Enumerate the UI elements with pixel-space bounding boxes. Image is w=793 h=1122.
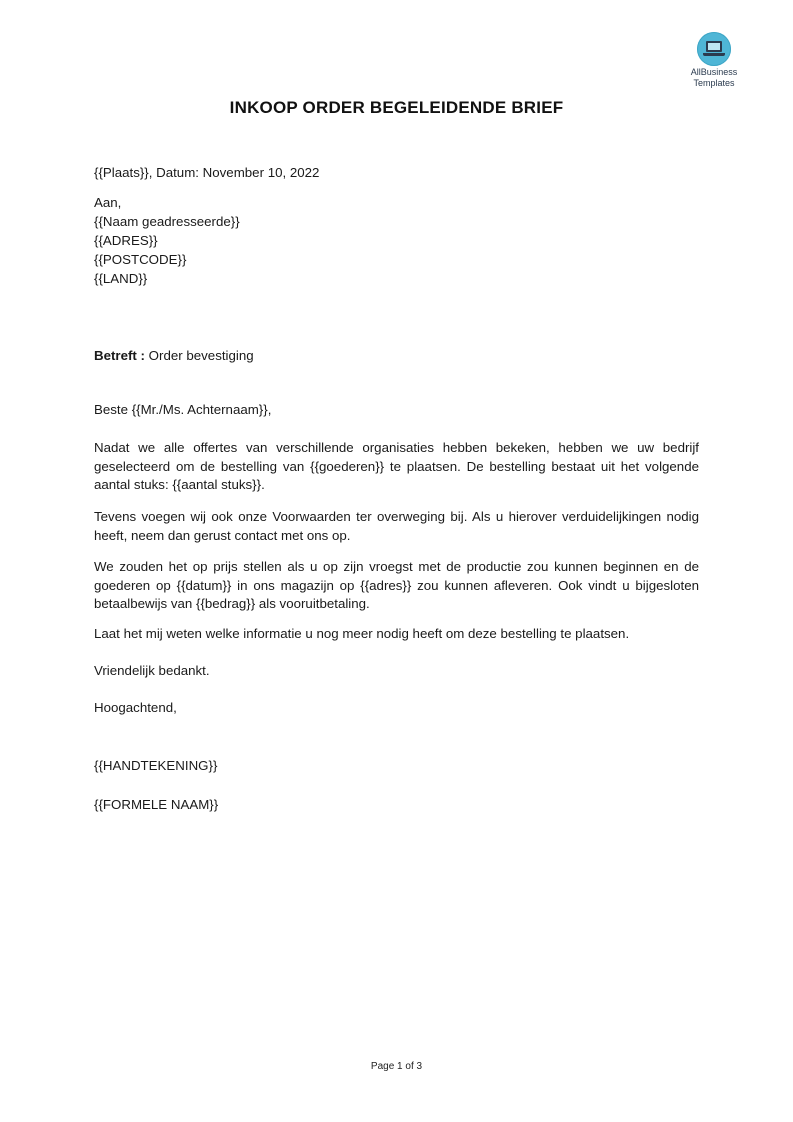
closing-line: Hoogachtend, bbox=[94, 700, 177, 715]
address-to: Aan, bbox=[94, 195, 122, 210]
paragraph-1: Nadat we alle offertes van verschillende organisaties hebben bekeken, hebben we uw bedrijf geselecteerd om de bestelling van {{goederen}} te plaatsen. De bestelling bestaat uit het volgende aantal stuks: {{aantal stuks}}. bbox=[94, 440, 699, 492]
page-number: Page 1 of 3 bbox=[370, 1061, 423, 1072]
subject-text: Order bevestiging bbox=[144, 348, 254, 363]
subject-line bbox=[94, 346, 699, 365]
logo-text-line1: AllBusiness bbox=[690, 67, 738, 77]
allbusiness-templates-logo bbox=[684, 32, 744, 88]
paragraph-3: We zouden het op prijs stellen als u op zijn vroegst met de productie zou kunnen beginnen en de goederen op {{datum}} in ons magazijn op {{adres}} zou kunnen afleveren. Ook vindt u bijgesloten betaalbewijs van {{bedrag}} als vooruitbetaling. bbox=[94, 559, 699, 611]
formal-name-placeholder: {{FORMELE NAAM}} bbox=[94, 797, 219, 812]
subject-label: Betreft : bbox=[94, 348, 145, 363]
thanks-line: Vriendelijk bedankt. bbox=[94, 663, 210, 678]
paragraph-2: Tevens voegen wij ook onze Voorwaarden ter overweging bij. Als u hierover verduidelijkingen nodig heeft, neem dan gerust contact met ons op. bbox=[94, 509, 699, 543]
signature-placeholder: {{HANDTEKENING}} bbox=[94, 758, 218, 773]
laptop-icon bbox=[697, 32, 731, 66]
address-postcode: {{POSTCODE}} bbox=[94, 252, 187, 267]
address-country: {{LAND}} bbox=[94, 271, 148, 286]
document-title: INKOOP ORDER BEGELEIDENDE BRIEF bbox=[229, 98, 564, 117]
address-name: {{Naam geadresseerde}} bbox=[94, 214, 240, 229]
salutation: Beste {{Mr./Ms. Achternaam}}, bbox=[94, 402, 272, 417]
address-street: {{ADRES}} bbox=[94, 233, 158, 248]
date-line: {{Plaats}}, Datum: November 10, 2022 bbox=[94, 165, 320, 180]
paragraph-4: Laat het mij weten welke informatie u nog meer nodig heeft om deze bestelling te plaatsen. bbox=[94, 626, 630, 641]
logo-text-line2: Templates bbox=[693, 78, 735, 88]
